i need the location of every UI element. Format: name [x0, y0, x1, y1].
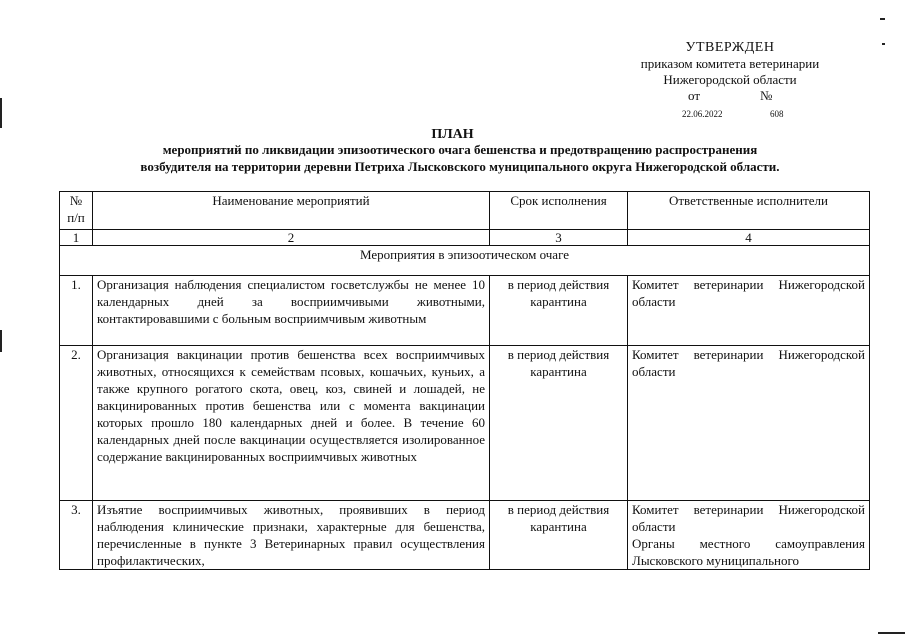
- row-term: в период действия карантина: [490, 276, 628, 346]
- approval-from-label: от: [688, 88, 701, 103]
- row-number: 1.: [60, 276, 93, 346]
- row-description: Организация наблюдения специалистом госветслужбы не менее 10 календарных дней за восприимчивыми животными, контактировавшими с больным восприимчивым животным: [93, 276, 490, 346]
- plan-subtitle-line-1: мероприятий по ликвидации эпизоотического очага бешенства и предотвращению распространения: [162, 142, 758, 157]
- row-number: 3.: [60, 501, 93, 570]
- approval-line-2: Нижегородской области: [663, 72, 797, 87]
- row-description: Изъятие восприимчивых животных, проявивших в период наблюдения клинические признаки, характерные для бешенства, перечисленные в пункте 3 Ветеринарных правил осуществления профилактических,: [97, 502, 485, 568]
- section-row: [60, 246, 870, 276]
- row-description: Организация вакцинации против бешенства всех восприимчивых животных, относящихся к семействам псовых, кошачьих, куньих, а также крупного рогатого скота, овец, коз, свиней и лошадей, не вакцинированных против бешенства или с момента вакцинации которых прошло 180 календарных дней и более. В течение 60 календарных дней после вакцинации осуществляется изолированное содержание вакцинированных восприимчивых животных: [93, 346, 490, 501]
- header-term: Срок исполнения: [490, 192, 628, 230]
- header-responsible: Ответственные исполнители: [628, 192, 870, 230]
- column-index: 3: [490, 230, 628, 246]
- section-title: Мероприятия в эпизоотическом очаге: [60, 246, 870, 276]
- row-term: в период действия карантина: [490, 346, 628, 501]
- row-responsible-cell: [628, 501, 870, 570]
- row-responsible-1: Комитет ветеринарии Нижегородской области: [632, 502, 865, 534]
- approval-values-line: [600, 104, 860, 118]
- approval-from-line: [600, 88, 860, 104]
- header-name: Наименование мероприятий: [93, 192, 490, 230]
- table-header-row: [60, 192, 870, 230]
- column-index: 1: [60, 230, 93, 246]
- plan-subtitle: [60, 141, 860, 175]
- scan-edge-mark: [0, 98, 2, 128]
- plan-subtitle-line-2: возбудителя на территории деревни Петриха Лысковского муниципального округа Нижегородской области.: [140, 159, 780, 174]
- scan-edge-mark: [878, 632, 905, 634]
- row-responsible: Комитет ветеринарии Нижегородской области: [628, 346, 870, 501]
- approval-block: [600, 40, 860, 118]
- plan-table: [59, 191, 870, 570]
- approval-number: 608: [770, 109, 784, 119]
- column-index: 4: [628, 230, 870, 246]
- row-description-cell: [93, 501, 490, 570]
- approval-heading: УТВЕРЖДЕН: [685, 40, 775, 55]
- approval-date: 22.06.2022: [682, 109, 723, 119]
- table-row: [60, 501, 870, 570]
- scan-dot-mark: [880, 18, 885, 20]
- table-row: [60, 276, 870, 346]
- row-term: в период действия карантина: [490, 501, 628, 570]
- scan-edge-mark: [0, 330, 2, 352]
- table-row: [60, 346, 870, 501]
- scan-dot-mark: [882, 43, 885, 45]
- plan-title: ПЛАН: [431, 127, 474, 142]
- header-num: № п/п: [60, 192, 93, 230]
- row-responsible: Комитет ветеринарии Нижегородской области: [628, 276, 870, 346]
- approval-line-1: приказом комитета ветеринарии: [640, 56, 820, 71]
- row-responsible-2: Органы местного самоуправления Лысковского муниципального: [632, 536, 865, 568]
- approval-number-label: №: [760, 88, 773, 103]
- row-number: 2.: [60, 346, 93, 501]
- column-index-row: [60, 230, 870, 246]
- column-index: 2: [93, 230, 490, 246]
